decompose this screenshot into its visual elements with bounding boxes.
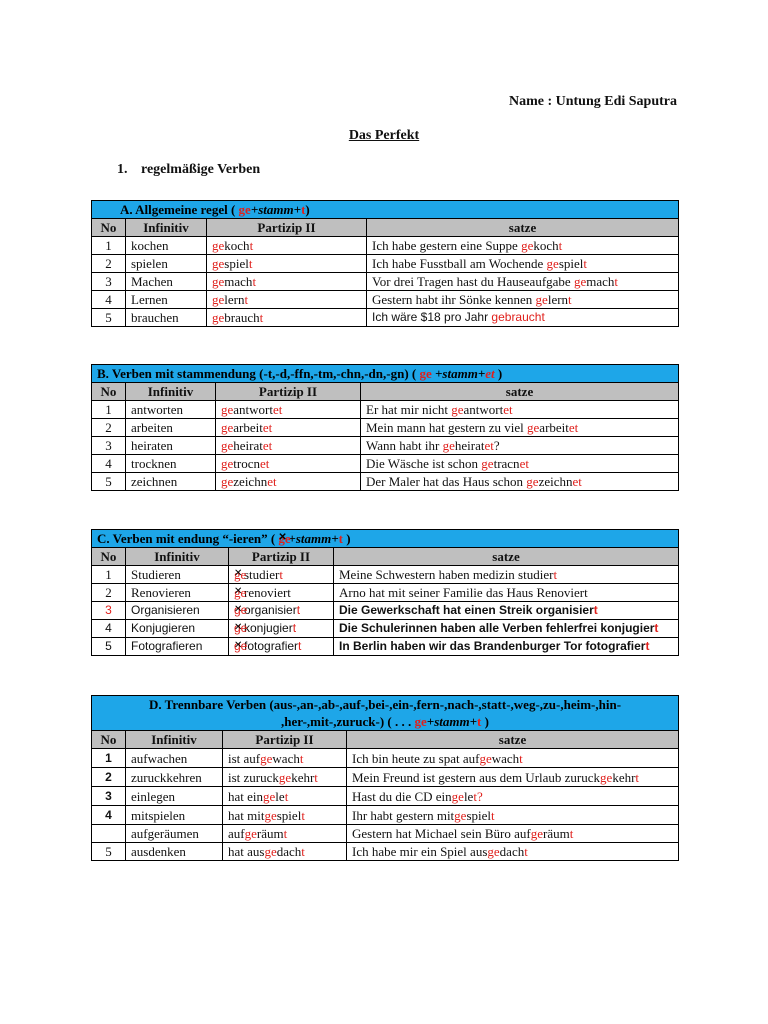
table-row <box>92 638 679 656</box>
partizip-cell: gezeichnet <box>216 473 361 491</box>
infinitiv-cell: Lernen <box>126 291 207 309</box>
table-row <box>92 566 679 584</box>
sentence-cell: Die Schulerinnen haben alle Verben fehlerfrei konjugiert <box>334 620 679 638</box>
row-number: 1 <box>92 749 126 768</box>
partizip-cell: getrocnet <box>216 455 361 473</box>
row-number: 3 <box>92 437 126 455</box>
section-label: regelmäßige Verben <box>141 162 261 177</box>
row-number: 4 <box>92 806 126 825</box>
partizip-cell: ge ✕renoviert <box>229 584 334 602</box>
partizip-cell: gearbeitet <box>216 419 361 437</box>
sentence-cell: Vor drei Tragen hast du Hauseaufgabe gemacht <box>367 273 679 291</box>
table-c <box>91 529 679 656</box>
table-row <box>92 787 679 806</box>
sentence-cell: Die Gewerkschaft hat einen Streik organisiert <box>334 602 679 620</box>
partizip-cell: hat eingelet <box>223 787 347 806</box>
table-row <box>92 401 679 419</box>
sentence-cell: Er hat mir nicht geantwortet <box>361 401 679 419</box>
row-number: 5 <box>92 638 126 656</box>
infinitiv-cell: Studieren <box>126 566 229 584</box>
table-b-column-header: No Infinitiv Partizip II satze <box>92 383 679 401</box>
sentence-cell: Ich bin heute zu spat aufgewacht <box>347 749 679 768</box>
crossed-out-ge-icon: ge ✕ <box>234 584 244 601</box>
row-number: 3 <box>92 273 126 291</box>
sentence-cell: Meine Schwestern haben medizin studiert <box>334 566 679 584</box>
table-row <box>92 273 679 291</box>
partizip-cell: hat mitgespielt <box>223 806 347 825</box>
sentence-cell: Ich habe Fusstball am Wochende gespielt <box>367 255 679 273</box>
row-number: 2 <box>92 768 126 787</box>
sentence-cell: Hast du die CD eingelet? <box>347 787 679 806</box>
row-number: 2 <box>92 419 126 437</box>
row-number: 4 <box>92 291 126 309</box>
crossed-out-ge-icon: ge ✕ <box>234 638 244 655</box>
table-d-column-header: No Infinitiv Partizip II satze <box>92 731 679 749</box>
infinitiv-cell: Konjugieren <box>126 620 229 638</box>
row-number: 1 <box>92 401 126 419</box>
infinitiv-cell: spielen <box>126 255 207 273</box>
crossed-out-ge-icon: ge ✕ <box>278 530 288 547</box>
row-number: 2 <box>92 255 126 273</box>
partizip-cell: gespielt <box>207 255 367 273</box>
partizip-cell: geantwortet <box>216 401 361 419</box>
section-number: 1. <box>117 162 128 177</box>
table-a-column-header: No Infinitiv Partizip II satze <box>92 219 679 237</box>
sentence-cell: Gestern habt ihr Sönke kennen gelernt <box>367 291 679 309</box>
crossed-out-ge-icon: ge ✕ <box>234 620 244 637</box>
section-heading <box>117 162 260 178</box>
table-row <box>92 309 679 327</box>
row-number: 4 <box>92 620 126 638</box>
sentence-cell: Ihr habt gestern mitgespielt <box>347 806 679 825</box>
partizip-cell: gemacht <box>207 273 367 291</box>
row-number <box>92 825 126 843</box>
infinitiv-cell: trocknen <box>126 455 216 473</box>
infinitiv-cell: Fotografieren <box>126 638 229 656</box>
infinitiv-cell: aufwachen <box>126 749 223 768</box>
infinitiv-cell: ausdenken <box>126 843 223 861</box>
sentence-cell: Wann habt ihr geheiratet? <box>361 437 679 455</box>
row-number: 3 <box>92 602 126 620</box>
row-number: 3 <box>92 787 126 806</box>
sentence-cell: Gestern hat Michael sein Büro aufgeräumt <box>347 825 679 843</box>
row-number: 5 <box>92 473 126 491</box>
table-row <box>92 291 679 309</box>
infinitiv-cell: arbeiten <box>126 419 216 437</box>
partizip-cell: ist aufgewacht <box>223 749 347 768</box>
row-number: 1 <box>92 237 126 255</box>
sentence-cell: Ich habe mir ein Spiel ausgedacht <box>347 843 679 861</box>
sentence-cell: Die Wäsche ist schon getracnet <box>361 455 679 473</box>
sentence-cell: Arno hat mit seiner Familie das Haus Renoviert <box>334 584 679 602</box>
table-row <box>92 768 679 787</box>
page-title: Das Perfekt <box>348 128 420 143</box>
partizip-cell: aufgeräumt <box>223 825 347 843</box>
infinitiv-cell: antworten <box>126 401 216 419</box>
table-row <box>92 843 679 861</box>
table-d <box>91 695 679 861</box>
table-row <box>92 237 679 255</box>
crossed-out-ge-icon: ge ✕ <box>234 602 244 619</box>
sentence-cell: Der Maler hat das Haus schon gezeichnet <box>361 473 679 491</box>
sentence-cell: In Berlin haben wir das Brandenburger Tor fotografiert <box>334 638 679 656</box>
table-row <box>92 825 679 843</box>
table-b <box>91 364 679 491</box>
row-number: 4 <box>92 455 126 473</box>
row-number: 5 <box>92 843 126 861</box>
partizip-cell: ge ✕organisiert <box>229 602 334 620</box>
infinitiv-cell: mitspielen <box>126 806 223 825</box>
table-row <box>92 806 679 825</box>
partizip-cell: ge ✕konjugiert <box>229 620 334 638</box>
sentence-cell: Mein mann hat gestern zu viel gearbeitet <box>361 419 679 437</box>
table-row <box>92 437 679 455</box>
table-b-header: B. Verben mit stammendung (-t,-d,-ffn,-tm,-chn,-dn,-gn) ( ge +stamm+et ) <box>92 365 679 383</box>
partizip-cell: ge ✕fotografiert <box>229 638 334 656</box>
table-a <box>91 200 679 327</box>
infinitiv-cell: Machen <box>126 273 207 291</box>
crossed-out-ge-icon: ge ✕ <box>234 566 244 583</box>
infinitiv-cell: aufgeräumen <box>126 825 223 843</box>
table-c-column-header: No Infinitiv Partizip II satze <box>92 548 679 566</box>
infinitiv-cell: zeichnen <box>126 473 216 491</box>
table-row <box>92 419 679 437</box>
infinitiv-cell: zuruckkehren <box>126 768 223 787</box>
row-number: 1 <box>92 566 126 584</box>
partizip-cell: ge ✕studiert <box>229 566 334 584</box>
partizip-cell: gekocht <box>207 237 367 255</box>
sentence-cell: Mein Freund ist gestern aus dem Urlaub zuruckgekehrt <box>347 768 679 787</box>
row-number: 5 <box>92 309 126 327</box>
partizip-cell: hat ausgedacht <box>223 843 347 861</box>
table-row <box>92 620 679 638</box>
partizip-cell: gelernt <box>207 291 367 309</box>
infinitiv-cell: brauchen <box>126 309 207 327</box>
table-row <box>92 455 679 473</box>
partizip-cell: geheiratet <box>216 437 361 455</box>
infinitiv-cell: kochen <box>126 237 207 255</box>
infinitiv-cell: Renovieren <box>126 584 229 602</box>
table-c-header: C. Verben mit endung “-ieren” ( ge ✕+stamm+t ) <box>92 530 679 548</box>
sentence-cell: Ich habe gestern eine Suppe gekocht <box>367 237 679 255</box>
table-d-header: D. Trennbare Verben (aus-,an-,ab-,auf-,bei-,ein-,fern-,nach-,statt-,weg-,zu-,heim-,hin- ,her-,mit-,zuruck-) ( . . . ge+stamm+t ) <box>92 696 679 731</box>
partizip-cell: gebraucht <box>207 309 367 327</box>
infinitiv-cell: einlegen <box>126 787 223 806</box>
infinitiv-cell: heiraten <box>126 437 216 455</box>
table-row <box>92 255 679 273</box>
table-row <box>92 473 679 491</box>
sentence-cell: Ich wäre $18 pro Jahr gebraucht <box>367 309 679 327</box>
table-row <box>92 602 679 620</box>
infinitiv-cell: Organisieren <box>126 602 229 620</box>
row-number: 2 <box>92 584 126 602</box>
table-a-header: A. Allgemeine regel ( ge+stamm+t) <box>92 201 679 219</box>
author-name: Name : Untung Edi Saputra <box>508 94 677 109</box>
table-row <box>92 749 679 768</box>
partizip-cell: ist zuruckgekehrt <box>223 768 347 787</box>
table-row <box>92 584 679 602</box>
